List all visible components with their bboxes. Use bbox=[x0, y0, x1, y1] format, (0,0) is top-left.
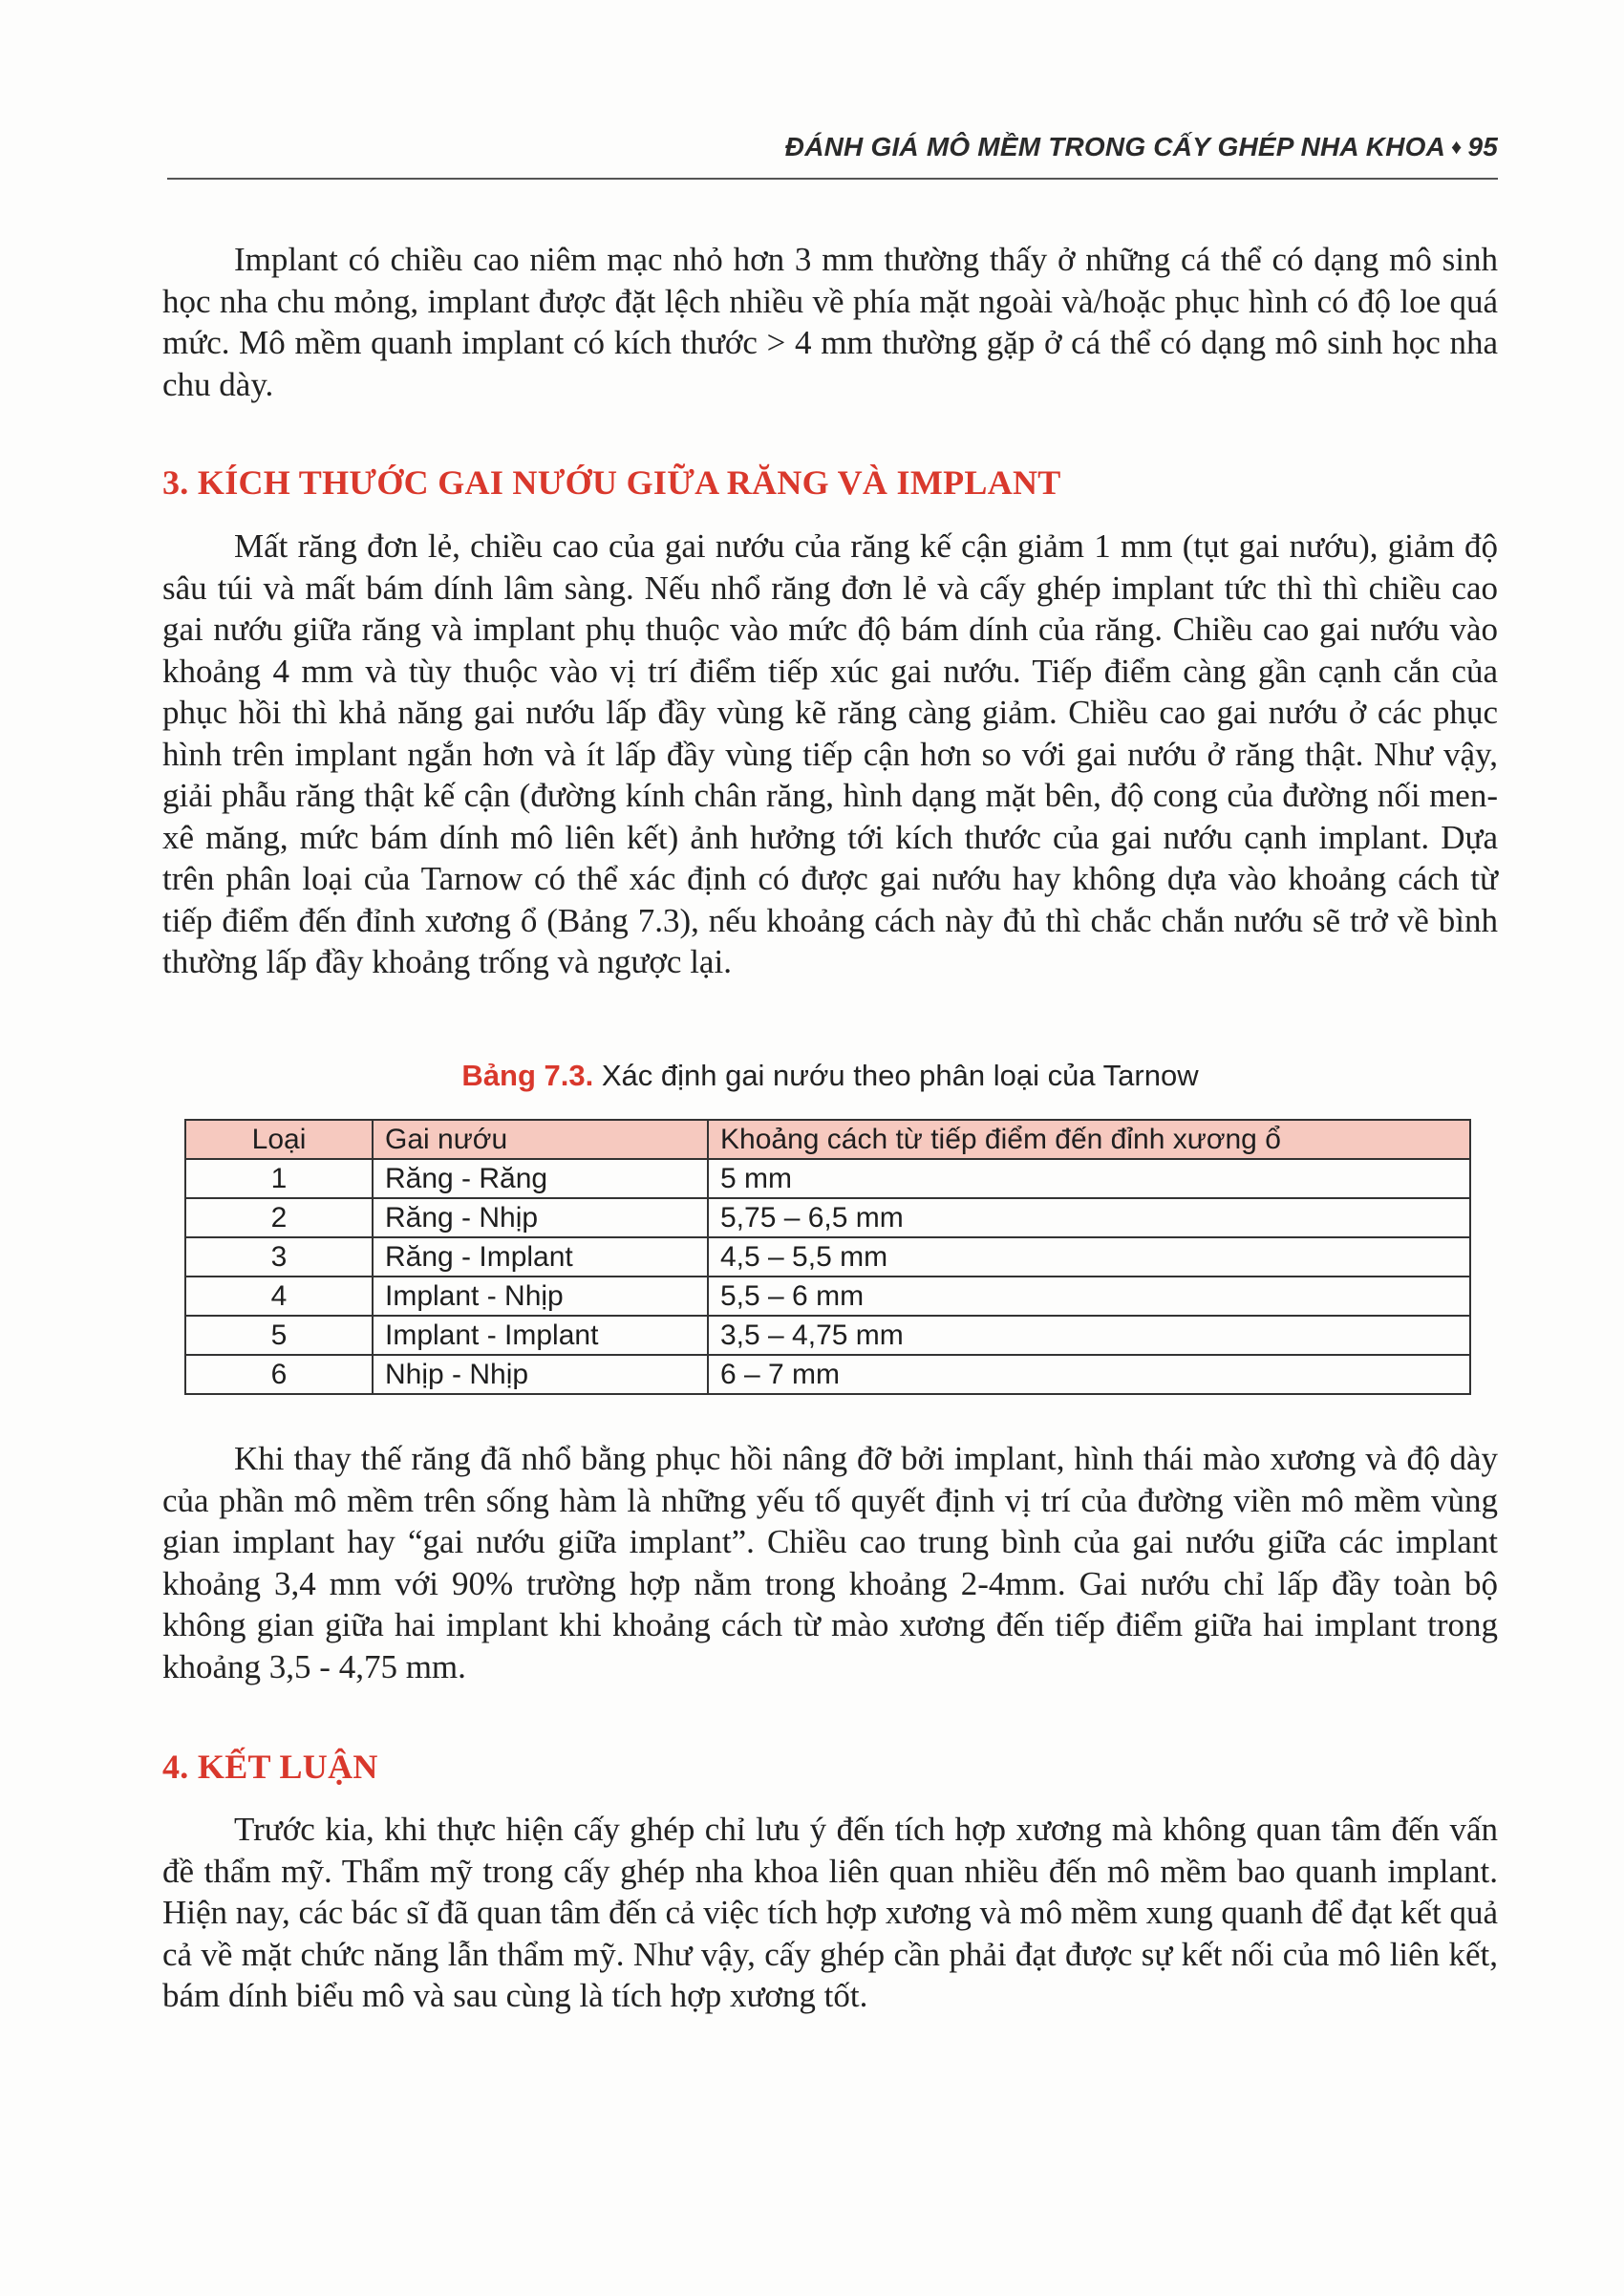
table-cell: 5 mm bbox=[708, 1159, 1470, 1198]
table-cell: 1 bbox=[185, 1159, 373, 1198]
after-table-text-block bbox=[162, 1438, 1498, 1687]
table-cell: Nhịp - Nhịp bbox=[373, 1355, 708, 1394]
table-header-row bbox=[185, 1120, 1470, 1159]
page-number: 95 bbox=[1467, 132, 1498, 161]
section-3-heading: 3. KÍCH THƯỚC GAI NƯỚU GIỮA RĂNG VÀ IMPLANT bbox=[162, 463, 1061, 502]
tarnow-classification-table bbox=[184, 1119, 1471, 1395]
section-3-text-block bbox=[162, 526, 1498, 983]
table-row bbox=[185, 1277, 1470, 1316]
table-cell: Răng - Nhịp bbox=[373, 1198, 708, 1237]
table-cell: 3 bbox=[185, 1237, 373, 1277]
header-cell-papilla: Gai nướu bbox=[373, 1120, 708, 1159]
table-cell: 6 bbox=[185, 1355, 373, 1394]
table-cell: Implant - Implant bbox=[373, 1316, 708, 1355]
intro-paragraph: Implant có chiều cao niêm mạc nhỏ hơn 3 mm thường thấy ở những cá thể có dạng mô sinh học nha chu mỏng, implant được đặt lệch nhiều về phía mặt ngoài và/hoặc phục hình có độ loe quá mức. Mô mềm quanh implant có kích thước > 4 mm thường gặp ở cá thể có dạng mô sinh học nha chu dày. bbox=[162, 241, 1498, 403]
table-caption bbox=[162, 1059, 1498, 1093]
table-row bbox=[185, 1198, 1470, 1237]
table-cell: 5 bbox=[185, 1316, 373, 1355]
table-cell: 5,5 – 6 mm bbox=[708, 1277, 1470, 1316]
section-4-heading: 4. KẾT LUẬN bbox=[162, 1748, 378, 1786]
diamond-separator-icon: ♦ bbox=[1451, 135, 1463, 159]
section-3-paragraph: Mất răng đơn lẻ, chiều cao của gai nướu của răng kế cận giảm 1 mm (tụt gai nướu), giảm độ sâu túi và mất bám dính lâm sàng. Nếu nhổ răng đơn lẻ và cấy ghép implant tức thì thì chiều cao gai nướu giữa răng và implant phụ thuộc vào mức độ bám dính của răng. Chiều cao gai nướu vào khoảng 4 mm và tùy thuộc vào vị trí điểm tiếp xúc gai nướu. Tiếp điểm càng gần cạnh cắn của phục hồi thì khả năng gai nướu lấp đầy vùng kẽ răng càng giảm. Chiều cao gai nướu ở các phục hình trên implant ngắn hơn và ít lấp đầy vùng tiếp cận hơn so với gai nướu ở răng thật. Như vậy, giải phẫu răng thật kế cận (đường kính chân răng, hình dạng mặt bên, độ cong của đường nối men-xê măng, mức bám dính mô liên kết) ảnh hưởng tới kích thước của gai nướu cạnh implant. Dựa trên phân loại của Tarnow có thể xác định có được gai nướu hay không dựa vào khoảng cách từ tiếp điểm đến đỉnh xương ổ (Bảng 7.3), nếu khoảng cách này đủ thì chắc chắn nướu sẽ trở về bình thường lấp đầy khoảng trống và ngược lại. bbox=[162, 527, 1498, 980]
running-header bbox=[167, 132, 1498, 162]
section-4-paragraph: Trước kia, khi thực hiện cấy ghép chỉ lưu ý đến tích hợp xương mà không quan tâm đến vấn đề thẩm mỹ. Thẩm mỹ trong cấy ghép nha khoa liên quan nhiều đến mô mềm bao quanh implant. Hiện nay, các bác sĩ đã quan tâm đến cả việc tích hợp xương và mô mềm xung quanh để đạt kết quả cả về mặt chức năng lẫn thẩm mỹ. Như vậy, cấy ghép cần phải đạt được sự kết nối của mô liên kết, bám dính biểu mô và sau cùng là tích hợp xương tốt. bbox=[162, 1811, 1498, 2014]
intro-text-block bbox=[162, 239, 1498, 405]
table-row bbox=[185, 1316, 1470, 1355]
table-row bbox=[185, 1237, 1470, 1277]
header-rule bbox=[167, 178, 1498, 180]
table-cell: 3,5 – 4,75 mm bbox=[708, 1316, 1470, 1355]
table-row bbox=[185, 1159, 1470, 1198]
table-cell: 4,5 – 5,5 mm bbox=[708, 1237, 1470, 1277]
table-cell: 2 bbox=[185, 1198, 373, 1237]
table-caption-text: Xác định gai nướu theo phân loại của Tarnow bbox=[601, 1059, 1199, 1092]
after-table-paragraph: Khi thay thế răng đã nhổ bằng phục hồi nâng đỡ bởi implant, hình thái mào xương và độ dày của phần mô mềm trên sống hàm là những yếu tố quyết định vị trí của đường viền mô mềm vùng gian implant hay “gai nướu giữa implant”. Chiều cao trung bình của gai nướu giữa các implant khoảng 3,4 mm với 90% trường hợp nằm trong khoảng 2-4mm. Gai nướu chỉ lấp đầy toàn bộ không gian giữa hai implant khi khoảng cách từ mào xương đến tiếp điểm giữa hai implant trong khoảng 3,5 - 4,75 mm. bbox=[162, 1440, 1498, 1685]
table-cell: Implant - Nhịp bbox=[373, 1277, 708, 1316]
table-row bbox=[185, 1355, 1470, 1394]
header-cell-type: Loại bbox=[185, 1120, 373, 1159]
table-cell: Răng - Implant bbox=[373, 1237, 708, 1277]
table-cell: Răng - Răng bbox=[373, 1159, 708, 1198]
table-cell: 5,75 – 6,5 mm bbox=[708, 1198, 1470, 1237]
table-caption-label: Bảng 7.3. bbox=[461, 1059, 594, 1092]
running-header-title: ĐÁNH GIÁ MÔ MỀM TRONG CẤY GHÉP NHA KHOA bbox=[784, 132, 1446, 161]
section-4-text-block bbox=[162, 1809, 1498, 2017]
table-cell: 6 – 7 mm bbox=[708, 1355, 1470, 1394]
header-cell-distance: Khoảng cách từ tiếp điểm đến đỉnh xương ổ bbox=[708, 1120, 1470, 1159]
table-cell: 4 bbox=[185, 1277, 373, 1316]
